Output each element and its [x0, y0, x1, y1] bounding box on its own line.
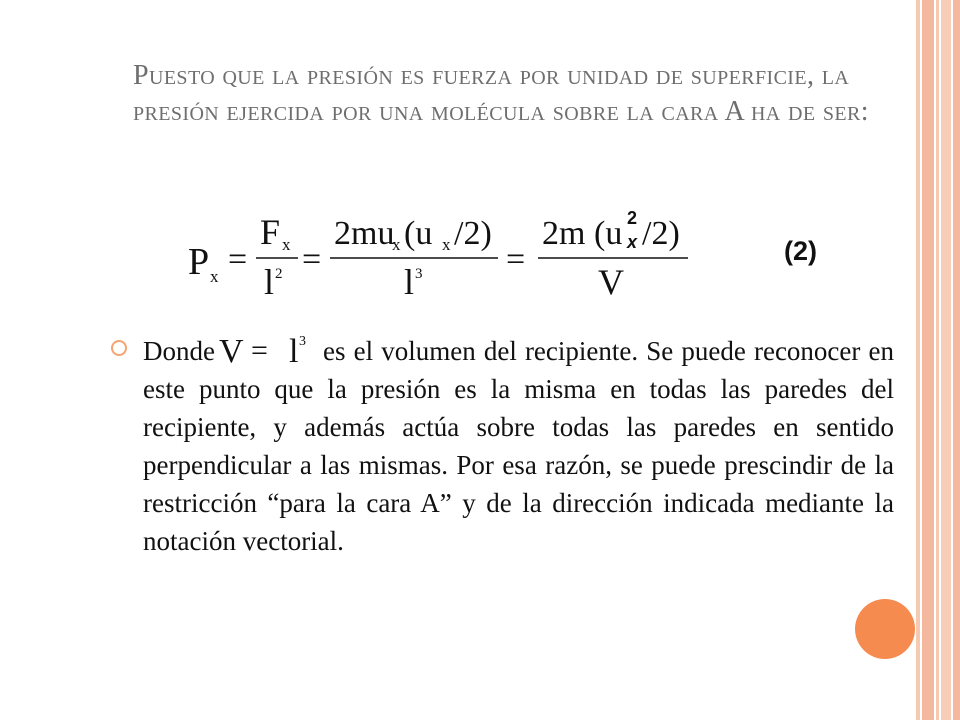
decorative-circle — [855, 599, 915, 659]
stripe — [936, 0, 939, 720]
frac1-denominator-sup: 2 — [275, 266, 283, 282]
slide-title: Puesto que la presión es fuerza por unidad de superficie, la presión ejercida por una molécula sobre la cara A ha de ser: — [133, 60, 869, 127]
body-text: es el volumen del recipiente. Se puede reconocer en este punto que la presión es la misma en todas las paredes del recipiente, y además actúa sobre todas las paredes en sentido perpendicular a las mismas. Por esa razón, se puede prescindir de la restricción “para la cara A” y de la dirección indicada mediante la notación vectorial. — [143, 336, 894, 556]
frac3-numerator-sub: x — [627, 232, 638, 252]
body-paragraph — [143, 332, 894, 560]
frac2-denominator: l — [404, 262, 415, 302]
frac2-numerator-c: /2) — [454, 215, 492, 252]
stripe — [941, 0, 951, 720]
inline-rhs: l — [288, 333, 299, 366]
equation-number: (2) — [784, 236, 817, 266]
frac3-denominator: V — [598, 262, 624, 302]
formula-lhs-sub: x — [210, 267, 219, 286]
frac3-numerator-b: (u — [594, 215, 623, 252]
frac2-denominator-sup: 3 — [415, 266, 423, 282]
inline-lhs: V — [218, 333, 244, 366]
inline-sup: 3 — [298, 334, 306, 349]
frac3-numerator-sup: 2 — [627, 208, 638, 228]
frac1-denominator: l — [264, 262, 275, 302]
frac1-numerator-sub: x — [282, 235, 291, 254]
frac3-numerator-c: /2) — [642, 215, 680, 252]
formula-equals-1: = — [228, 241, 248, 278]
stripe — [953, 0, 960, 720]
inline-volume-equation — [217, 332, 321, 366]
frac2-numerator-a: 2mu — [334, 215, 395, 252]
frac2-numerator-sub1: x — [392, 235, 401, 254]
formula-lhs: P — [188, 241, 210, 283]
frac2-numerator-sub2: x — [442, 235, 451, 254]
frac3-numerator-a: 2m — [542, 215, 586, 252]
frac1-numerator: F — [260, 212, 281, 252]
body-lead: Donde — [143, 336, 215, 366]
formula-equals-2: = — [302, 241, 322, 278]
formula-equals-3: = — [506, 241, 526, 278]
pressure-formula — [186, 206, 706, 302]
inline-equals: = — [250, 334, 268, 366]
frac2-numerator-b: (u — [404, 215, 433, 252]
bullet-circle-icon — [111, 340, 127, 356]
